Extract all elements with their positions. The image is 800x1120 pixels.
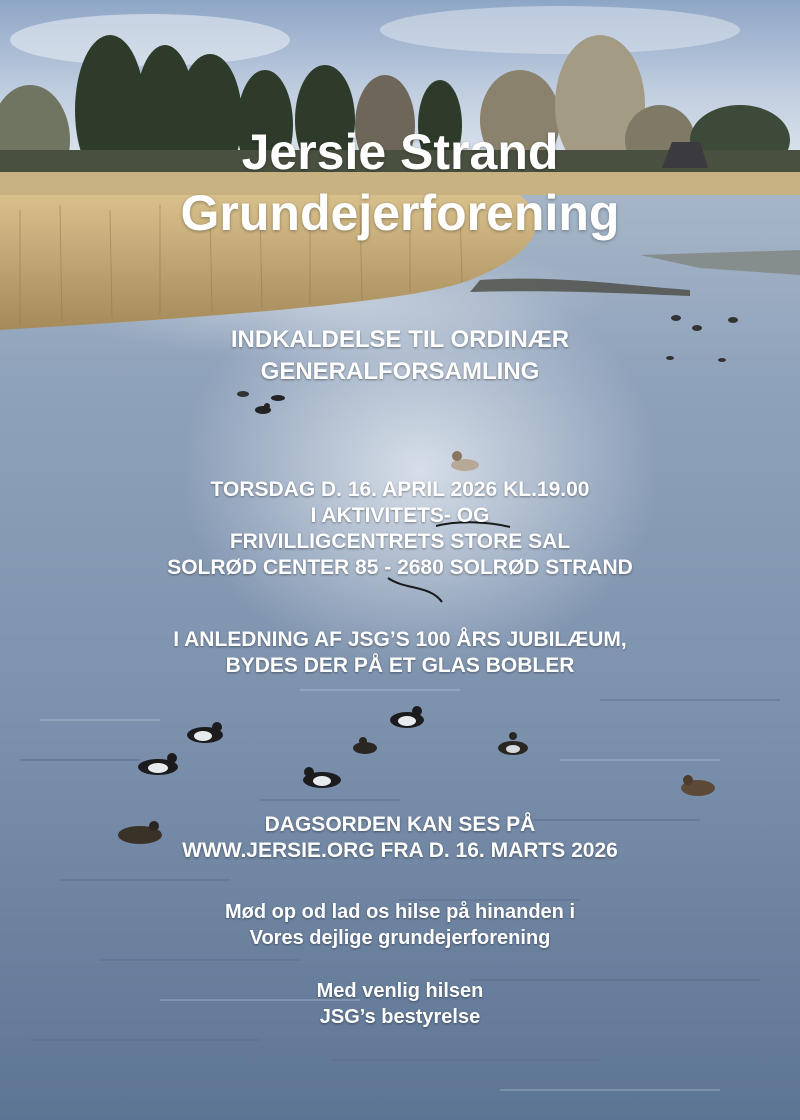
title-line-2: Grundejerforening bbox=[180, 185, 620, 241]
title-line-1: Jersie Strand bbox=[241, 124, 559, 180]
duck bbox=[271, 395, 285, 401]
closing-greeting: Med venlig hilsen bbox=[316, 980, 484, 1002]
jubilee-line-2: BYDES DER PÅ ET GLAS BOBLER bbox=[225, 654, 575, 677]
event-address: SOLRØD CENTER 85 - 2680 SOLRØD STRAND bbox=[167, 556, 633, 579]
jubilee-note bbox=[0, 627, 800, 679]
invitation-line-1: INDKALDELSE TIL ORDINÆR bbox=[230, 326, 570, 353]
invitation-heading bbox=[0, 324, 800, 388]
agenda-note bbox=[0, 812, 800, 864]
duck bbox=[237, 391, 249, 397]
duck bbox=[671, 315, 681, 321]
agenda-line-2: WWW.JERSIE.ORG FRA D. 16. MARTS 2026 bbox=[182, 839, 618, 862]
event-date: TORSDAG D. 16. APRIL 2026 KL.19.00 bbox=[210, 478, 590, 501]
welcome-note bbox=[0, 899, 800, 951]
closing-signature bbox=[0, 978, 800, 1030]
jubilee-line-1: I ANLEDNING AF JSG’S 100 ÅRS JUBILÆUM, bbox=[173, 628, 627, 651]
event-details bbox=[0, 477, 800, 581]
duck bbox=[728, 317, 738, 323]
welcome-line-1: Mød op od lad os hilse på hinanden i bbox=[224, 901, 575, 923]
invitation-line-2: GENERALFORSAMLING bbox=[260, 358, 540, 385]
agenda-line-1: DAGSORDEN KAN SES PÅ bbox=[264, 813, 536, 836]
cloud bbox=[380, 6, 740, 54]
event-venue-2: FRIVILLIGCENTRETS STORE SAL bbox=[229, 530, 571, 553]
closing-sender: JSG’s bestyrelse bbox=[319, 1006, 481, 1028]
welcome-line-2: Vores dejlige grundejerforening bbox=[249, 927, 551, 949]
event-venue-1: I AKTIVITETS- OG bbox=[310, 504, 490, 527]
